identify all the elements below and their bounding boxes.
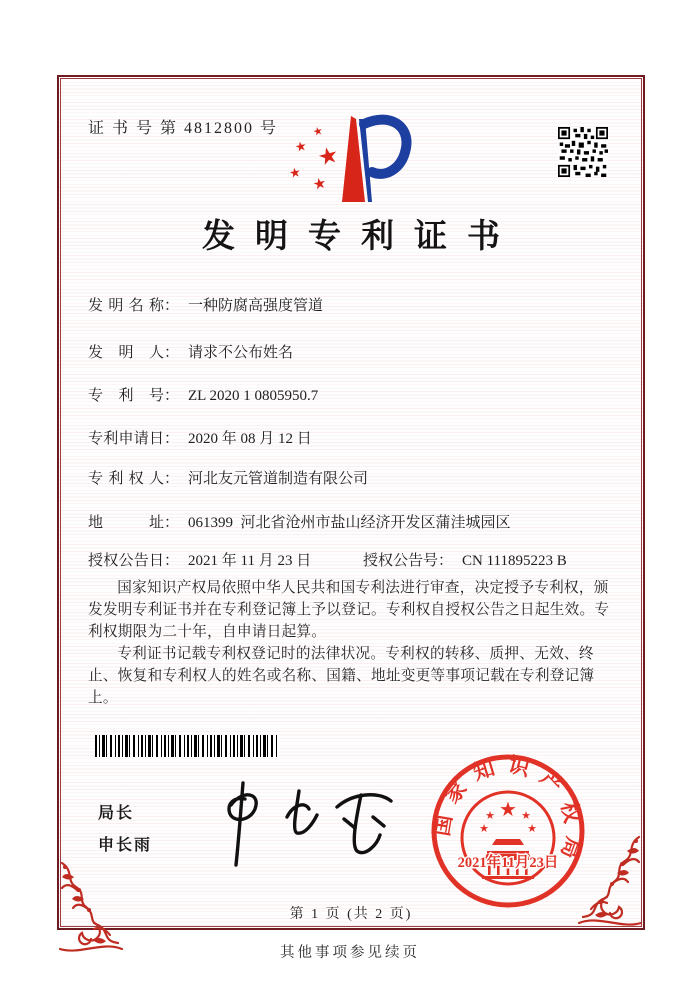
svg-text:★: ★ — [485, 809, 495, 822]
field-label: 地址 — [88, 515, 164, 531]
signature-image — [187, 775, 412, 875]
field-value: 请求不公布姓名 — [188, 345, 294, 361]
field-pair-grant-number — [363, 549, 567, 570]
continuation-note: 其他事项参见续页 — [280, 945, 420, 961]
field-label: 授权公告日 — [88, 553, 164, 569]
svg-text:★: ★ — [311, 173, 328, 194]
svg-text:★: ★ — [315, 141, 342, 172]
field-colon: ： — [164, 345, 180, 361]
field-value: 一种防腐高强度管道 — [188, 298, 324, 314]
field-label: 专利申请日 — [88, 431, 164, 447]
field-value: ZL 2020 1 0805950.7 — [188, 388, 319, 404]
legal-paragraph-1: 国家知识产权局依照中华人民共和国专利法进行审查，决定授予专利权，颁发发明专利证书并在专利登记簿上予以登记。专利权自授权公告之日起生效。专利权期限为二十年，自申请日起算。 — [88, 580, 610, 640]
field-row-patentee — [88, 467, 622, 489]
certificate-title: 发明专利证书 — [202, 219, 520, 255]
field-label: 专利权人 — [88, 471, 164, 487]
svg-text:★: ★ — [479, 822, 489, 835]
field-row-filing-date — [88, 427, 622, 449]
signer-title: 局长 — [98, 805, 135, 822]
svg-text:★: ★ — [499, 797, 517, 821]
seal-date-text: 2021年11月23日 — [457, 855, 559, 871]
qr-code — [558, 127, 608, 177]
field-value: 河北友元管道制造有限公司 — [188, 471, 369, 487]
field-row-invention-name — [88, 294, 622, 316]
certificate-number: 证 书 号 第 4812800 号 — [88, 120, 279, 137]
field-colon: ： — [164, 388, 180, 404]
signer-name: 申长雨 — [98, 837, 153, 854]
certificate-sheet — [57, 75, 645, 930]
field-colon: ： — [438, 553, 454, 569]
svg-text:★: ★ — [288, 165, 303, 182]
seal-org-text: 国家知识产权局 — [429, 752, 587, 873]
field-label: 发明人 — [88, 345, 164, 361]
svg-text:★: ★ — [311, 123, 325, 139]
svg-text:★: ★ — [293, 138, 309, 156]
cnipa-logo-icon — [284, 108, 416, 208]
field-row-grant — [88, 549, 622, 571]
field-colon: ： — [164, 298, 180, 314]
field-colon: ： — [164, 515, 180, 531]
field-value: CN 111895223 B — [462, 553, 567, 569]
field-value: 061399 河北省沧州市盐山经济开发区蒲洼城园区 — [188, 515, 511, 531]
official-seal — [429, 752, 587, 910]
field-label: 发明名称 — [88, 298, 164, 314]
field-colon: ： — [164, 431, 180, 447]
page-number: 第 1 页 (共 2 页) — [289, 907, 413, 922]
field-row-inventor — [88, 341, 622, 363]
field-row-address — [88, 511, 622, 533]
svg-text:★: ★ — [527, 822, 537, 835]
field-value: 2021 年 11 月 23 日 — [188, 553, 312, 569]
barcode — [95, 735, 279, 757]
field-row-patent-number — [88, 384, 622, 406]
field-colon: ： — [164, 471, 180, 487]
legal-text — [88, 577, 622, 709]
field-label: 授权公告号 — [363, 553, 439, 569]
legal-paragraph-2: 专利证书记载专利权登记时的法律状况。专利权的转移、质押、无效、终止、恢复和专利权人的姓名或名称、国籍、地址变更等事项记载在专利登记簿上。 — [88, 646, 595, 706]
field-label: 专利号 — [88, 388, 164, 404]
field-value: 2020 年 08 月 12 日 — [188, 431, 312, 447]
svg-text:★: ★ — [521, 809, 531, 822]
field-colon: ： — [164, 553, 180, 569]
